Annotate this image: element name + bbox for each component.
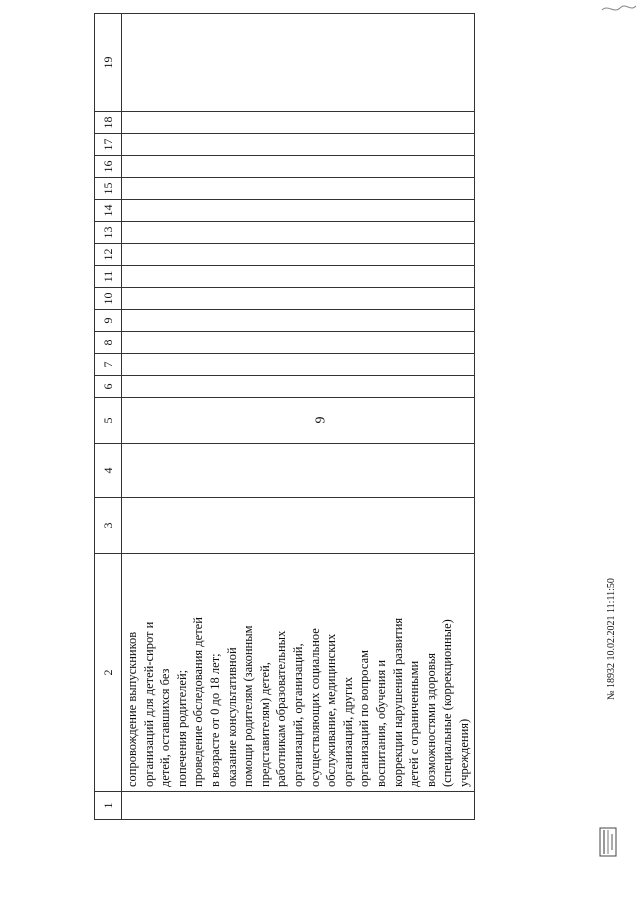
cell-col-14 bbox=[122, 200, 475, 222]
header-cell-16: 16 bbox=[95, 156, 122, 178]
document-seal-logo-icon bbox=[598, 826, 618, 858]
description-line: помощи родителям (законным bbox=[241, 625, 256, 787]
description-text bbox=[122, 554, 474, 791]
header-cell-13: 13 bbox=[95, 222, 122, 244]
header-cell-19: 19 bbox=[95, 14, 122, 112]
registration-stamp bbox=[606, 578, 617, 700]
cell-col-19 bbox=[122, 14, 475, 112]
cell-col-7 bbox=[122, 354, 475, 376]
cell-col-8 bbox=[122, 332, 475, 354]
header-row bbox=[95, 14, 122, 820]
cell-col-3 bbox=[122, 498, 475, 554]
header-cell-11: 11 bbox=[95, 266, 122, 288]
description-line: возможностями здоровья bbox=[423, 652, 438, 787]
header-cell-10: 10 bbox=[95, 288, 122, 310]
registration-stamp-text: № 18932 10.02.2021 11:11:50 bbox=[606, 578, 617, 700]
cell-col-12 bbox=[122, 244, 475, 266]
header-cell-15: 15 bbox=[95, 178, 122, 200]
description-line: организаций, других bbox=[340, 676, 355, 787]
cell-col-17 bbox=[122, 134, 475, 156]
description-line: коррекции нарушений развития bbox=[390, 617, 405, 787]
description-line: воспитания, обучения и bbox=[373, 659, 388, 787]
cell-col-15 bbox=[122, 178, 475, 200]
description-line: детей, оставшихся без bbox=[158, 668, 173, 787]
rotated-table-container bbox=[94, 40, 471, 820]
header-cell-9: 9 bbox=[95, 310, 122, 332]
header-cell-17: 17 bbox=[95, 134, 122, 156]
header-cell-4: 4 bbox=[95, 444, 122, 498]
header-cell-2: 2 bbox=[95, 554, 122, 792]
cell-col-11 bbox=[122, 266, 475, 288]
description-line: организаций по вопросам bbox=[357, 649, 372, 787]
cell-col-9 bbox=[122, 310, 475, 332]
data-table bbox=[94, 13, 475, 820]
header-cell-3: 3 bbox=[95, 498, 122, 554]
corner-scribble-icon bbox=[600, 2, 638, 16]
description-line: обслуживание, медицинских bbox=[324, 633, 339, 787]
header-cell-8: 8 bbox=[95, 332, 122, 354]
page-number: 9 bbox=[313, 416, 329, 424]
cell-col-4 bbox=[122, 444, 475, 498]
description-line: попечения родителей; bbox=[174, 669, 189, 787]
description-line: в возрасте от 0 до 18 лет; bbox=[207, 653, 222, 787]
cell-col-6 bbox=[122, 376, 475, 398]
header-cell-18: 18 bbox=[95, 112, 122, 134]
description-line: учреждения) bbox=[456, 718, 471, 787]
cell-col-5 bbox=[122, 398, 475, 444]
description-line: (специальные (коррекционные) bbox=[440, 619, 455, 787]
cell-col-10 bbox=[122, 288, 475, 310]
description-line: организаций для детей-сирот и bbox=[141, 621, 156, 787]
table-row bbox=[122, 14, 475, 820]
header-cell-6: 6 bbox=[95, 376, 122, 398]
description-line: работникам образовательных bbox=[274, 630, 289, 787]
description-line: проведение обследования детей bbox=[191, 617, 206, 787]
description-line: организаций, организаций, bbox=[290, 643, 305, 787]
description-line: представителям) детей, bbox=[257, 662, 272, 787]
cell-col-2-description bbox=[122, 554, 475, 792]
header-cell-7: 7 bbox=[95, 354, 122, 376]
description-line: сопровождение выпускников bbox=[125, 631, 139, 787]
header-cell-14: 14 bbox=[95, 200, 122, 222]
cell-col-13 bbox=[122, 222, 475, 244]
cell-col-16 bbox=[122, 156, 475, 178]
cell-col-1 bbox=[122, 792, 475, 820]
header-cell-1: 1 bbox=[95, 792, 122, 820]
description-line: оказание консультативной bbox=[224, 647, 239, 787]
description-line: осуществляющих социальное bbox=[307, 628, 322, 787]
header-cell-12: 12 bbox=[95, 244, 122, 266]
header-cell-5: 5 bbox=[95, 398, 122, 444]
description-line: детей с ограниченными bbox=[407, 660, 422, 787]
cell-col-18 bbox=[122, 112, 475, 134]
